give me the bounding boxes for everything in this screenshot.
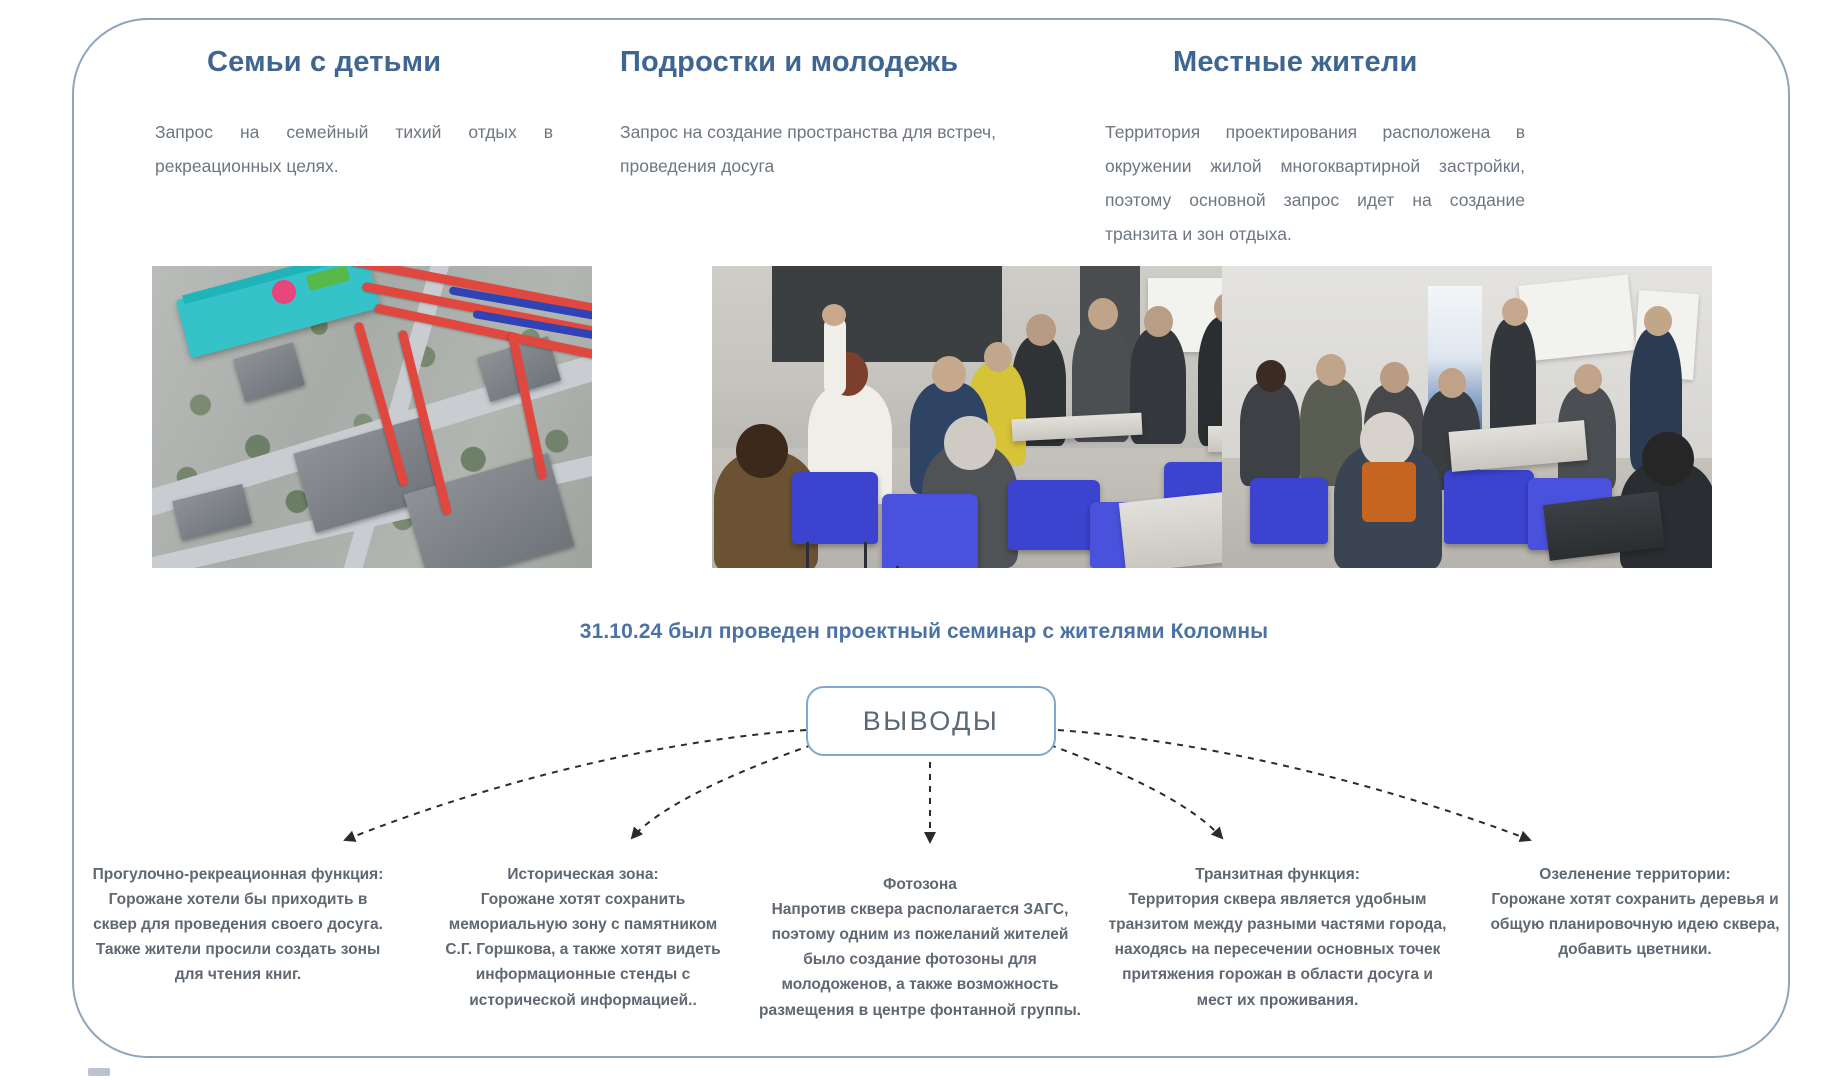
person-head <box>932 356 966 392</box>
chair <box>1444 470 1534 544</box>
person-head <box>1144 306 1173 337</box>
audience-title: Местные жители <box>1173 46 1418 78</box>
seminar-room-image-2 <box>1222 266 1712 568</box>
seminar-caption: 31.10.24 был проведен проектный семинар с жителями Коломны <box>579 620 1269 643</box>
person-head <box>1438 368 1466 398</box>
chair <box>1250 478 1328 544</box>
person-head <box>1380 362 1409 393</box>
conclusion-body: Горожане хотят сохранить мемориальную зону с памятником С.Г. Горшкова, а также хотят видеть информационные стенды с исторической информацией.. <box>445 891 721 1009</box>
conclusion-body: Территория сквера является удобным транзитом между разными частями города, находясь на пересечении основных точек притяжения горожан в области досуга и мест их проживания. <box>1108 891 1447 1009</box>
person-figure-presenter <box>1490 318 1536 442</box>
audience-body: Территория проектирования расположена в окружении жилой многоквартирной застройки, поэтому основной запрос идет на создание транзита и зон отдыха. <box>1105 122 1525 245</box>
conclusion-title: Фотозона <box>883 876 957 893</box>
audience-column-families <box>155 46 585 183</box>
person-head <box>944 416 996 470</box>
raised-hand <box>822 304 846 326</box>
person-head <box>1026 314 1056 346</box>
chair-leg <box>806 542 809 568</box>
conclusion-item-photozone <box>750 872 1090 1023</box>
aerial-plan-photo <box>152 266 592 568</box>
chair-leg <box>864 542 867 568</box>
audience-title: Семьи с детьми <box>207 46 442 78</box>
person-head <box>1316 354 1346 386</box>
seminar-room-image-1 <box>712 266 1278 568</box>
person-figure <box>1240 382 1300 486</box>
audience-column-teens <box>620 46 1050 183</box>
conclusion-item-recreation <box>88 862 388 988</box>
chair <box>882 494 978 568</box>
conclusion-title: Прогулочно-рекреационная функция: <box>92 866 384 883</box>
conclusion-title: Озеленение территории: <box>1539 866 1731 883</box>
chair-leg <box>896 566 899 568</box>
person-head <box>1360 412 1414 468</box>
conclusion-item-historic <box>438 862 728 1013</box>
seminar-room-photo-1 <box>712 266 1278 568</box>
person-head <box>1574 364 1602 394</box>
conclusions-label: ВЫВОДЫ <box>862 705 1000 736</box>
audience-body: Запрос на создание пространства для встреч, проведения досуга <box>620 122 997 177</box>
seminar-room-photo-2 <box>1222 266 1712 568</box>
aerial-plan-image <box>152 266 592 568</box>
conclusion-body: Напротив сквера располагается ЗАГС, поэтому одним из пожеланий жителей было создание фотозоны для молодоженов, а также возможность размещения в центре фонтанной группы. <box>759 901 1081 1019</box>
conclusion-item-transit <box>1105 862 1450 1013</box>
person-head <box>1256 360 1286 392</box>
bottom-page-mark <box>88 1068 110 1076</box>
person-head <box>1644 306 1672 336</box>
scarf <box>1362 462 1416 522</box>
conclusion-item-greenery <box>1470 862 1800 962</box>
audience-body: Запрос на семейный тихий отдых в рекреационных целях. <box>155 122 553 177</box>
room-dark-panel <box>772 266 1002 362</box>
audience-title: Подростки и молодежь <box>620 46 959 78</box>
person-head <box>984 342 1012 372</box>
person-head <box>1502 298 1528 326</box>
conclusion-title: Транзитная функция: <box>1195 866 1360 883</box>
conclusions-box <box>806 686 1056 756</box>
person-head <box>1642 432 1694 486</box>
conclusion-body: Горожане хотели бы приходить в сквер для проведения своего досуга. Также жители просили создать зоны для чтения книг. <box>93 891 383 984</box>
raised-arm <box>824 316 846 396</box>
person-head <box>736 424 788 478</box>
person-head <box>1088 298 1118 330</box>
conclusion-title: Историческая зона: <box>507 866 659 883</box>
chair <box>1008 480 1100 550</box>
audience-column-locals <box>1105 46 1525 252</box>
conclusion-body: Горожане хотят сохранить деревья и общую планировочную идею сквера, добавить цветники. <box>1490 891 1780 959</box>
projection-screen <box>1518 274 1635 361</box>
annotation-pink-dot <box>272 280 296 304</box>
chair <box>792 472 878 544</box>
